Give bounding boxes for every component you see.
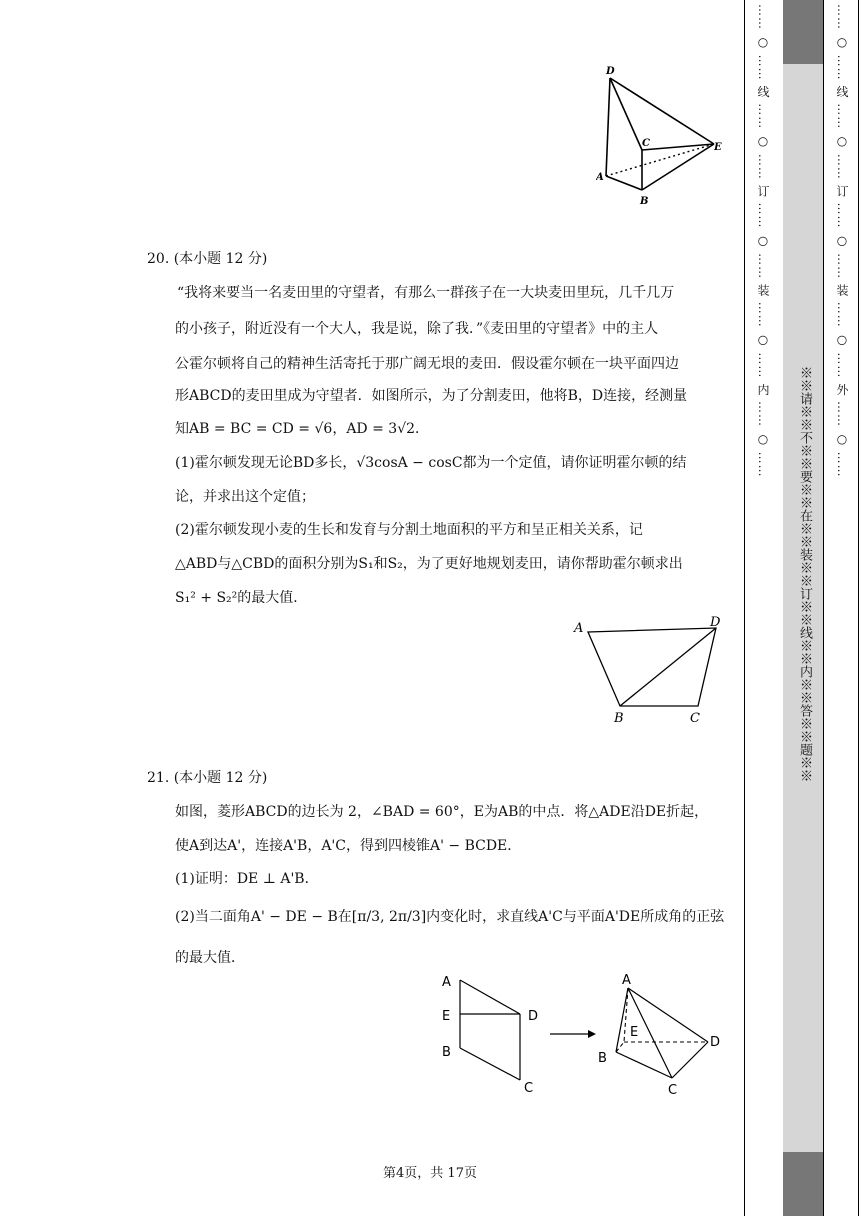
label-E: E bbox=[714, 142, 722, 153]
label-E: E bbox=[630, 1025, 639, 1040]
label-B: B bbox=[598, 1051, 607, 1066]
quadrilateral-figure bbox=[570, 614, 730, 726]
pyramid-figure bbox=[594, 970, 724, 1096]
label-D: D bbox=[606, 66, 615, 77]
label-A: A bbox=[442, 975, 451, 990]
q20-line-3: 公霍尔顿将自己的精神生活寄托于那广阔无垠的麦田．假设霍尔顿在一块平面四边 bbox=[175, 356, 679, 372]
label-B: B bbox=[442, 1045, 451, 1060]
label-C: C bbox=[524, 1081, 534, 1096]
label-B: B bbox=[614, 711, 624, 726]
gray-block-top bbox=[783, 0, 823, 64]
label-C: C bbox=[668, 1083, 678, 1096]
q20-line-1: “我将来要当一名麦田里的守望者，有那么一群孩子在一大块麦田里玩，几千几万 bbox=[177, 285, 675, 301]
label-C: C bbox=[690, 711, 700, 726]
q20-line-6: (1)霍尔顿发现无论BD多长，√3cosA − cosC都为一个定值，请你证明霍尔顿的结 bbox=[175, 455, 687, 471]
page-footer: 第4页，共 17页 bbox=[383, 1166, 477, 1181]
q20-header: 20. (本小题 12 分) bbox=[147, 251, 268, 267]
label-A: A bbox=[596, 172, 604, 183]
label-A: A bbox=[622, 973, 631, 988]
label-D: D bbox=[710, 615, 721, 630]
q21-line-2: 使A到达A'，连接A'B，A'C，得到四棱锥A' − BCDE． bbox=[175, 838, 522, 854]
q20-line-10: S₁² + S₂²的最大值． bbox=[175, 590, 308, 606]
label-E: E bbox=[442, 1009, 451, 1024]
label-B: B bbox=[640, 196, 649, 207]
q21-line-1: 如图，菱形ABCD的边长为 2，∠BAD = 60°，E为AB的中点．将△ADE沿DE折起， bbox=[175, 804, 709, 820]
q21-header: 21. (本小题 12 分) bbox=[147, 770, 268, 786]
label-A: A bbox=[574, 621, 584, 636]
q20-line-9: △ABD与△CBD的面积分别为S₁和S₂，为了更好地规划麦田，请你帮助霍尔顿求出 bbox=[175, 556, 683, 572]
q21-line-4: (2)当二面角A' − DE − B在[π/3, 2π/3]内变化时，求直线A'C与平面A'DE所成角的正弦 bbox=[175, 909, 725, 925]
label-D: D bbox=[528, 1009, 539, 1024]
q21-line-5: 的最大值． bbox=[175, 950, 245, 966]
inner-binding-column: …… ○ …… 线 …… ○ …… 订 …… ○ …… 装 …… ○ …… 内 …… ○ …… bbox=[756, 4, 770, 478]
q20-line-8: (2)霍尔顿发现小麦的生长和发育与分割土地面积的平方和呈正相关关系，记 bbox=[175, 522, 643, 538]
q20-line-5: 知AB = BC = CD = √6，AD = 3√2． bbox=[175, 421, 430, 437]
label-D: D bbox=[710, 1035, 721, 1050]
q20-line-4: 形ABCD的麦田里成为守望者．如图所示，为了分割麦田，他将B，D连接，经测量 bbox=[175, 388, 688, 404]
arrow-icon bbox=[548, 1026, 598, 1042]
label-C: C bbox=[642, 138, 650, 149]
solid-figure bbox=[596, 62, 726, 210]
q20-line-7: 论，并求出这个定值； bbox=[175, 489, 315, 505]
rhombus-figure bbox=[438, 968, 548, 1096]
q20-line-2: 的小孩子，附近没有一个大人，我是说，除了我．”《麦田里的守望者》中的主人 bbox=[175, 321, 659, 337]
outer-binding-column: …… ○ …… 线 …… ○ …… 订 …… ○ …… 装 …… ○ …… 外 …… ○ …… bbox=[835, 4, 849, 478]
gray-block-bottom bbox=[783, 1152, 823, 1216]
q21-line-3: (1)证明：DE ⊥ A'B． bbox=[175, 871, 319, 887]
no-answer-notice: ※※请※※不※※要※※在※※装※※订※※线※※内※※答※※题※※ bbox=[797, 366, 812, 782]
